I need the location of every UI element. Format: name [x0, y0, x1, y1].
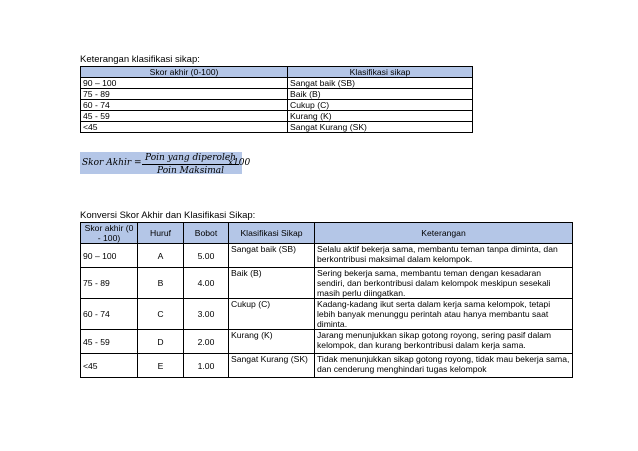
table-cell: 45 - 59 [81, 111, 288, 122]
table-cell: <45 [81, 122, 288, 133]
letter-cell: E [138, 354, 184, 378]
letter-cell: B [138, 268, 184, 299]
description-cell: Selalu aktif bekerja sama, membantu teman tanpa diminta, dan berkontribusi maksimal dalam kelompok. [315, 244, 573, 268]
table-cell: 60 - 74 [81, 100, 288, 111]
weight-cell: 4.00 [184, 268, 229, 299]
classification-cell: Sangat baik (SB) [229, 244, 315, 268]
letter-cell: D [138, 330, 184, 354]
column-header: Klasifikasi sikap [288, 67, 473, 78]
weight-cell: 2.00 [184, 330, 229, 354]
classification-cell: Baik (B) [229, 268, 315, 299]
formula-denominator: Poin Maksimal [157, 166, 224, 176]
column-header: Bobot [184, 223, 229, 244]
table-row [81, 244, 573, 268]
formula-multiplier: x100 [228, 158, 251, 168]
classification-cell: Sangat Kurang (SK) [229, 354, 315, 378]
classification-table [80, 66, 473, 133]
weight-cell: 1.00 [184, 354, 229, 378]
table-row [81, 122, 473, 133]
section1-caption: Keterangan klasifikasi sikap: [80, 54, 200, 65]
table-row [81, 354, 573, 378]
table-row [81, 100, 473, 111]
table-cell: Sangat Kurang (SK) [288, 122, 473, 133]
score-range-cell: 45 - 59 [81, 330, 138, 354]
column-header: Skor akhir (0-100) [81, 67, 288, 78]
weight-cell: 5.00 [184, 244, 229, 268]
table-row [81, 78, 473, 89]
description-cell: Jarang menunjukkan sikap gotong royong, sering pasif dalam kelompok, dan kurang berkontribusi dalam kerja sama. [315, 330, 573, 354]
description-cell: Sering bekerja sama, membantu teman dengan kesadaran sendiri, dan berkontribusi dalam kelompok meskipun sesekali masih perlu diingatkan. [315, 268, 573, 299]
table-cell: Kurang (K) [288, 111, 473, 122]
description-cell: Tidak menunjukkan sikap gotong royong, tidak mau bekerja sama, dan cenderung menghindari tugas kelompok [315, 354, 573, 378]
letter-cell: C [138, 299, 184, 330]
score-formula [80, 152, 251, 176]
table-row [81, 89, 473, 100]
letter-cell: A [138, 244, 184, 268]
score-range-cell: 60 - 74 [81, 299, 138, 330]
table-header-row [81, 67, 473, 78]
column-header: Klasifikasi Sikap [229, 223, 315, 244]
score-range-cell: 90 – 100 [81, 244, 138, 268]
classification-cell: Kurang (K) [229, 330, 315, 354]
table-row [81, 299, 573, 330]
classification-cell: Cukup (C) [229, 299, 315, 330]
table-cell: Sangat baik (SB) [288, 78, 473, 89]
table-row [81, 111, 473, 122]
table-cell: 75 - 89 [81, 89, 288, 100]
table-cell: 90 – 100 [81, 78, 288, 89]
column-header: Keterangan [315, 223, 573, 244]
description-cell: Kadang-kadang ikut serta dalam kerja sama kelompok, tetapi lebih banyak menunggu perintah atau hanya membantu saat diminta. [315, 299, 573, 330]
column-header: Skor akhir (0 - 100) [81, 223, 138, 244]
table-cell: Baik (B) [288, 89, 473, 100]
formula-numerator: Poin yang diperoleh [142, 153, 239, 165]
table-cell: Cukup (C) [288, 100, 473, 111]
section2-caption: Konversi Skor Akhir dan Klasifikasi Sikap: [80, 210, 256, 221]
conversion-table [80, 222, 573, 378]
table-row [81, 330, 573, 354]
score-range-cell: <45 [81, 354, 138, 378]
score-range-cell: 75 - 89 [81, 268, 138, 299]
table-header-row [81, 223, 573, 244]
weight-cell: 3.00 [184, 299, 229, 330]
formula-fraction [142, 153, 239, 176]
table-row [81, 268, 573, 299]
formula-lhs: Skor Akhir = [82, 158, 142, 168]
column-header: Huruf [138, 223, 184, 244]
